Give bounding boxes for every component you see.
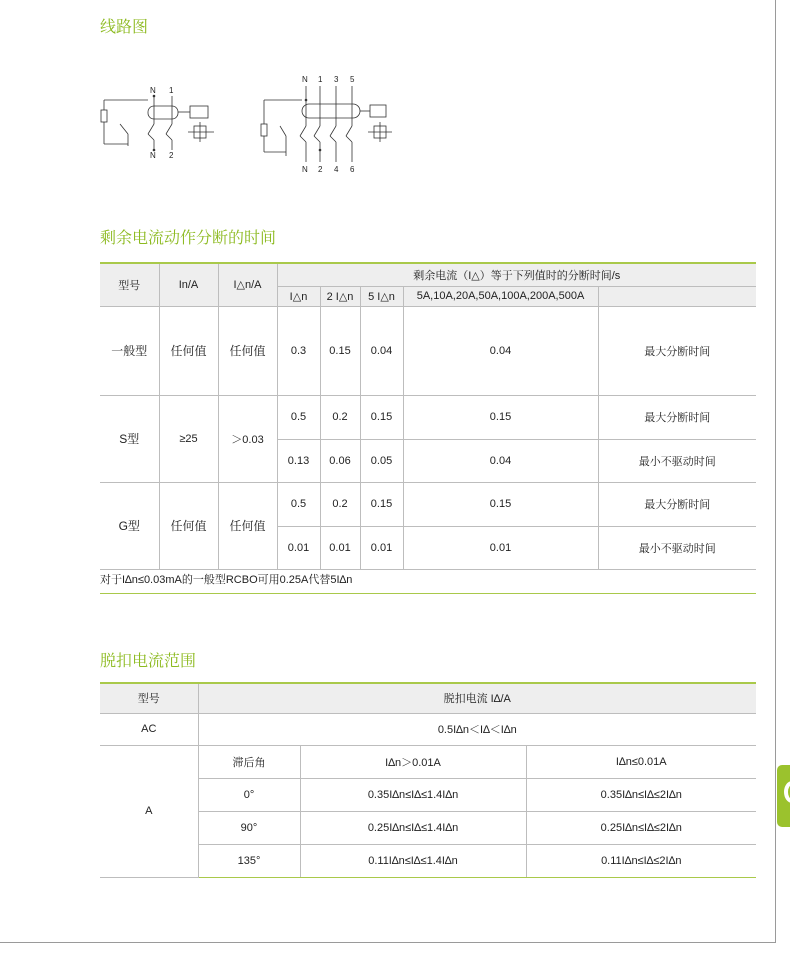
cell-idn: 任何值 — [218, 306, 277, 395]
cell-type: A — [100, 745, 198, 877]
right-top-label-5: 5 — [350, 75, 355, 84]
cell-in: 任何值 — [159, 482, 218, 569]
cell-range: 0.5I∆n＜I∆＜I∆n — [198, 713, 756, 745]
cell-value: 0.15 — [360, 482, 403, 526]
header-5x-idn: 5 I△n — [360, 286, 403, 306]
cell-description: 最大分断时间 — [598, 482, 756, 526]
header-1x-idn: I△n — [277, 286, 320, 306]
section-title-breaking-time: 剩余电流动作分断的时间 — [100, 228, 277, 247]
cell-value: 0.01 — [320, 526, 360, 569]
right-bottom-label-2: 2 — [318, 165, 323, 174]
cell-range: 0.11I∆n≤I∆≤2I∆n — [526, 844, 756, 877]
table-row — [100, 844, 756, 877]
cell-value: 0.2 — [320, 395, 360, 439]
right-top-label-1: 1 — [318, 75, 323, 84]
cell-description: 最大分断时间 — [598, 306, 756, 395]
header-type: 型号 — [100, 683, 198, 713]
cell-range: 0.35I∆n≤I∆≤2I∆n — [526, 778, 756, 811]
table-row — [100, 778, 756, 811]
right-bottom-label-4: 4 — [334, 165, 339, 174]
table-row — [100, 306, 756, 395]
cell-value: 0.15 — [360, 395, 403, 439]
subheader-gt: I∆n＞0.01A — [300, 745, 526, 778]
cell-in: ≥25 — [159, 395, 218, 482]
header-fixed-currents: 5A,10A,20A,50A,100A,200A,500A — [403, 286, 598, 306]
cell-value: 0.04 — [360, 306, 403, 395]
left-top-label-1: 1 — [169, 86, 174, 95]
trip-current-table — [100, 682, 756, 878]
cell-idn: 任何值 — [218, 482, 277, 569]
right-top-label-3: 3 — [334, 75, 339, 84]
cell-value: 0.5 — [277, 482, 320, 526]
right-top-label-n: N — [302, 75, 308, 84]
cell-angle: 90° — [198, 811, 300, 844]
cell-value: 0.05 — [360, 439, 403, 482]
breaking-time-table — [100, 262, 756, 570]
cell-value: 0.04 — [403, 439, 598, 482]
wiring-diagram-2pole — [98, 84, 220, 164]
cell-in: 任何值 — [159, 306, 218, 395]
cell-range: 0.35I∆n≤I∆≤1.4I∆n — [300, 778, 526, 811]
header-2x-idn: 2 I△n — [320, 286, 360, 306]
header-type: 型号 — [100, 263, 159, 306]
cell-value: 0.01 — [403, 526, 598, 569]
table-row — [100, 395, 756, 439]
header-breaking-time-group: 剩余电流（I△）等于下列值时的分断时间/s — [277, 263, 756, 286]
cell-value: 0.01 — [277, 526, 320, 569]
table-row — [100, 713, 756, 745]
cell-value: 0.06 — [320, 439, 360, 482]
cell-value: 0.15 — [403, 395, 598, 439]
left-bottom-label-n: N — [150, 151, 156, 160]
subheader-angle: 滞后角 — [198, 745, 300, 778]
cell-type: AC — [100, 713, 198, 745]
cell-angle: 135° — [198, 844, 300, 877]
cell-value: 0.13 — [277, 439, 320, 482]
cell-idn: ＞0.03 — [218, 395, 277, 482]
cell-value: 0.3 — [277, 306, 320, 395]
cell-description: 最小不驱动时间 — [598, 439, 756, 482]
cell-range: 0.25I∆n≤I∆≤1.4I∆n — [300, 811, 526, 844]
cell-value: 0.01 — [360, 526, 403, 569]
wiring-diagram-4pole — [258, 72, 398, 176]
header-trip-current: 脱扣电流 I∆/A — [198, 683, 756, 713]
header-idn: I△n/A — [218, 263, 277, 306]
header-in: In/A — [159, 263, 218, 306]
table-footnote: 对于I∆n≤0.03mA的一般型RCBO可用0.25A代替5I∆n — [100, 573, 756, 594]
cell-description: 最大分断时间 — [598, 395, 756, 439]
cell-angle: 0° — [198, 778, 300, 811]
cell-type: G型 — [100, 482, 159, 569]
cell-value: 0.2 — [320, 482, 360, 526]
table-row — [100, 811, 756, 844]
cell-type: S型 — [100, 395, 159, 482]
section-title-trip-current: 脱扣电流范围 — [100, 651, 197, 670]
left-top-label-n: N — [150, 86, 156, 95]
cell-range: 0.25I∆n≤I∆≤2I∆n — [526, 811, 756, 844]
section-title-wiring: 线路图 — [100, 17, 149, 36]
cell-type: 一般型 — [100, 306, 159, 395]
page-frame-right — [775, 0, 776, 943]
cell-range: 0.11I∆n≤I∆≤1.4I∆n — [300, 844, 526, 877]
table-row — [100, 482, 756, 526]
right-bottom-label-6: 6 — [350, 165, 355, 174]
header-description — [598, 286, 756, 306]
cell-value: 0.5 — [277, 395, 320, 439]
cell-value: 0.15 — [403, 482, 598, 526]
left-bottom-label-2: 2 — [169, 151, 174, 160]
cell-value: 0.04 — [403, 306, 598, 395]
cell-description: 最小不驱动时间 — [598, 526, 756, 569]
cell-value: 0.15 — [320, 306, 360, 395]
table-row — [100, 745, 756, 778]
right-bottom-label-n: N — [302, 165, 308, 174]
page-frame-bottom — [0, 942, 776, 943]
subheader-le: I∆n≤0.01A — [526, 745, 756, 778]
